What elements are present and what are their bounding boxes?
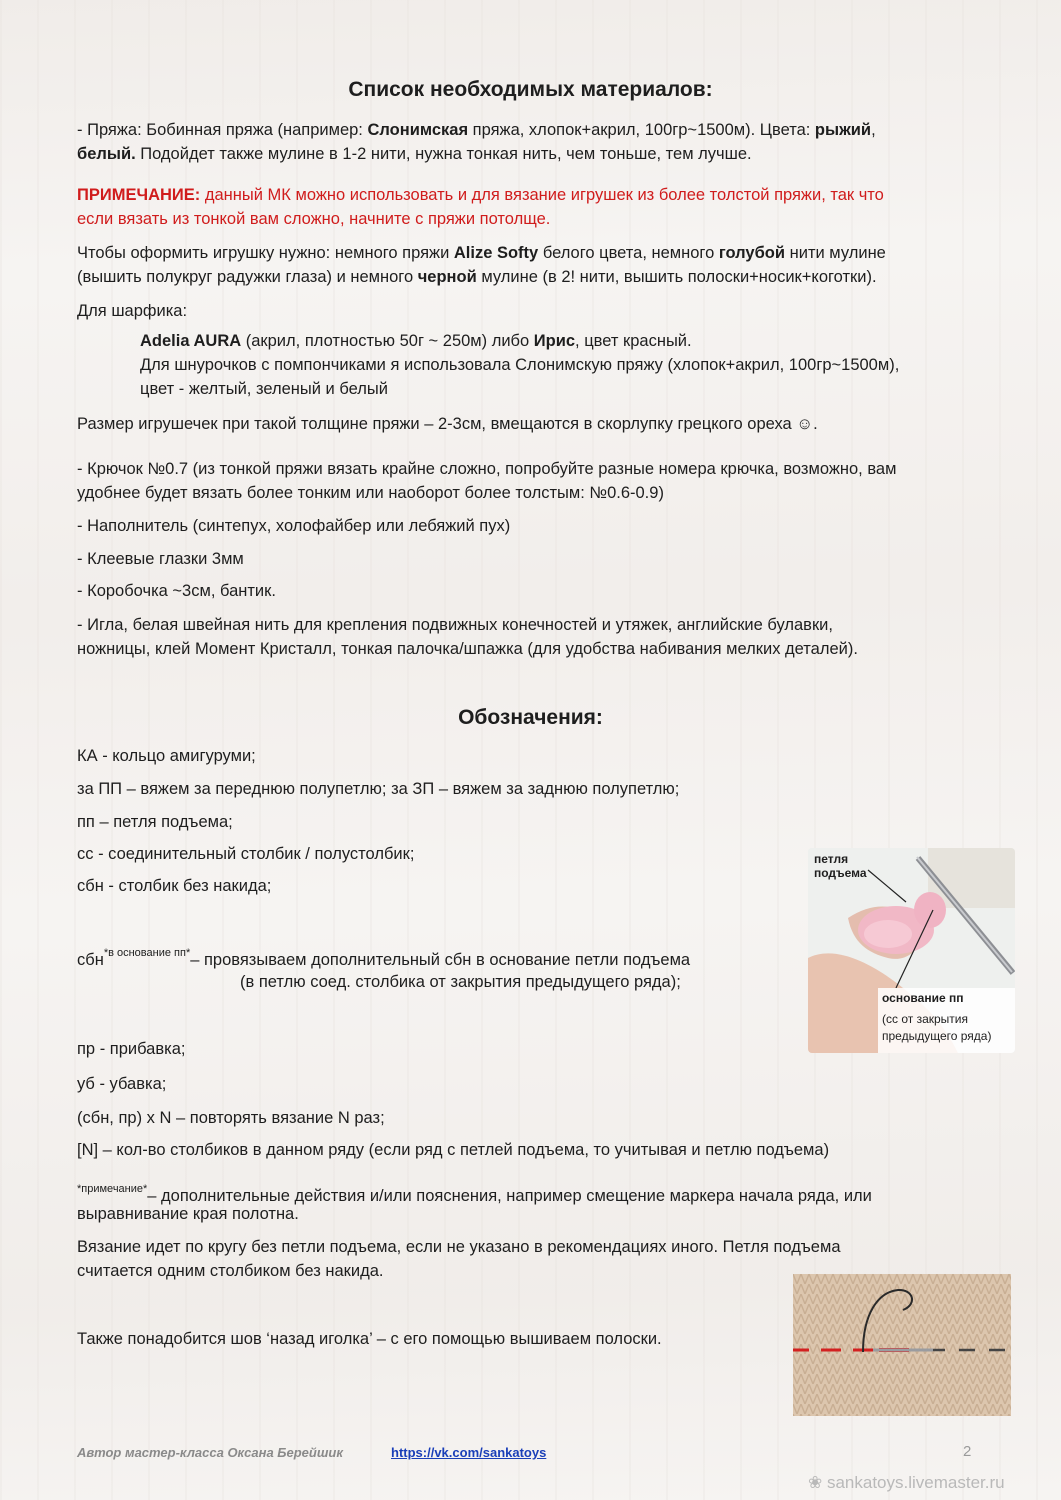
decor-color: черной bbox=[417, 268, 477, 286]
loop-label-line-1: петля bbox=[814, 852, 849, 866]
legend-ub: уб - убавка; bbox=[77, 1075, 167, 1093]
hook-line-1: - Крючок №0.7 (из тонкой пряжи вязать крайне сложно, попробуйте разные номера крючка, возможно, вам bbox=[77, 460, 897, 478]
decor-line-2 bbox=[77, 265, 877, 289]
decor-text: (вышить полукруг радужки глаза) и немного bbox=[77, 268, 418, 286]
materials-heading: Список необходимых материалов: bbox=[348, 78, 713, 101]
legend-count: [N] – кол-во столбиков в данном ряду (если ряд с петлей подъема, то учитывая и петлю подъема) bbox=[77, 1141, 830, 1159]
yarn-text: - Пряжа: Бобинная пряжа (например: bbox=[77, 121, 368, 139]
sbn-base-superscript: *в основание пп* bbox=[103, 947, 191, 959]
legend-ka: КА - кольцо амигуруми; bbox=[77, 747, 256, 765]
note-text: данный МК можно использовать и для вязание игрушек из более толстой пряжи, так что bbox=[200, 186, 884, 204]
watermark bbox=[808, 1473, 1005, 1493]
note-line-2: если вязать из тонкой вам сложно, начните с пряжи потолще. bbox=[77, 210, 551, 228]
watermark-text: sankatoys.livemaster.ru bbox=[826, 1473, 1005, 1492]
decor-text: нити мулине bbox=[785, 244, 886, 262]
stitch-line: Также понадобится шов ‘назад иголка’ – с его помощью вышиваем полоски. bbox=[77, 1330, 662, 1348]
note-label: ПРИМЕЧАНИЕ: bbox=[77, 186, 201, 204]
box-line: - Коробочка ~3см, бантик. bbox=[77, 582, 276, 600]
page-number: 2 bbox=[963, 1443, 972, 1460]
base-label-title: основание пп bbox=[882, 991, 964, 1005]
legend-sbn-base bbox=[77, 941, 690, 972]
scarf-brand: Adelia AURA bbox=[140, 332, 242, 350]
sbn-abbr: сбн bbox=[77, 951, 104, 969]
footer-author: Автор мастер-класса Оксана Берейшик bbox=[77, 1445, 343, 1460]
yarn-line-1 bbox=[77, 118, 876, 142]
eyes-line: - Клеевые глазки 3мм bbox=[77, 550, 244, 568]
legend-heading: Обозначения: bbox=[458, 706, 603, 729]
footer-link[interactable]: https://vk.com/sankatoys bbox=[391, 1445, 547, 1460]
back-stitch-photo bbox=[793, 1274, 1011, 1416]
legend-sbn: сбн - столбик без накида; bbox=[77, 877, 272, 895]
legend-zapp: за ПП – вяжем за переднюю полупетлю; за ЗП – вяжем за заднюю полупетлю; bbox=[77, 780, 680, 798]
primechanie-superscript: *примечание* bbox=[77, 1183, 148, 1195]
needle-line-1: - Игла, белая швейная нить для крепления подвижных конечностей и утяжек, английские булавки, bbox=[77, 616, 833, 634]
legend-repeat: (сбн, пр) х N – повторять вязание N раз; bbox=[77, 1109, 385, 1127]
decor-brand: Alize Softy bbox=[453, 244, 539, 262]
decor-text: Чтобы оформить игрушку нужно: немного пряжи bbox=[77, 244, 454, 262]
scarf-line-2: Для шнурочков с помпончиками я использовала Слонимскую пряжу (хлопок+акрил, 100гр~1500м), bbox=[140, 356, 900, 374]
sbn-base-text: – провязываем дополнительный сбн в основание петли подъема bbox=[190, 951, 691, 969]
legend-pp: пп – петля подъема; bbox=[77, 813, 233, 831]
flower-icon: ❀ bbox=[808, 1473, 827, 1492]
yarn-text: , bbox=[871, 121, 876, 139]
circle-line-1: Вязание идет по кругу без петли подъема, если не указано в рекомендациях иного. Петля подъема bbox=[77, 1238, 841, 1256]
scarf-text: , цвет красный. bbox=[575, 332, 692, 350]
size-line: Размер игрушечек при такой толщине пряжи – 2-3см, вмещаются в скорлупку грецкого ореха ☺. bbox=[77, 415, 818, 433]
yarn-text: Подойдет также мулине в 1-2 нити, нужна тонкая нить, чем тоньше, тем лучше. bbox=[135, 145, 752, 163]
yarn-text: пряжа, хлопок+акрил, 100гр~1500м). Цвета: bbox=[468, 121, 815, 139]
circle-line-2: считается одним столбиком без накида. bbox=[77, 1262, 384, 1280]
base-label-line-2: предыдущего ряда) bbox=[882, 1029, 992, 1043]
scarf-text: (акрил, плотностью 50г ~ 250м) либо bbox=[241, 332, 534, 350]
note-line-1 bbox=[77, 183, 884, 207]
legend-sbn-base-line-2: (в петлю соед. столбика от закрытия предыдущего ряда); bbox=[240, 973, 681, 991]
scarf-line-3: цвет - желтый, зеленый и белый bbox=[140, 380, 388, 398]
legend-ss: сс - соединительный столбик / полустолбик; bbox=[77, 845, 415, 863]
yarn-brand: Слонимская bbox=[367, 121, 469, 139]
yarn-color: рыжий bbox=[814, 121, 872, 139]
decor-color: голубой bbox=[718, 244, 786, 262]
base-label-line-1: (сс от закрытия bbox=[882, 1012, 968, 1026]
yarn-line-2 bbox=[77, 142, 752, 166]
loop-label-line-2: подъема bbox=[814, 866, 867, 880]
primechanie-text: – дополнительные действия и/или пояснения, например смещение маркера начала ряда, или bbox=[147, 1187, 872, 1205]
decor-text: белого цвета, немного bbox=[538, 244, 719, 262]
scarf-brand: Ирис bbox=[533, 332, 576, 350]
legend-primechanie-line-2: выравнивание края полотна. bbox=[77, 1205, 299, 1223]
needle-line-2: ножницы, клей Момент Кристалл, тонкая палочка/шпажка (для удобства набивания мелких деталей). bbox=[77, 640, 858, 658]
legend-pr: пр - прибавка; bbox=[77, 1040, 186, 1058]
yarn-color: белый. bbox=[77, 145, 136, 163]
scarf-line-1 bbox=[140, 329, 692, 353]
hook-line-2: удобнее будет вязать более тонким или наоборот более толстым: №0.6-0.9) bbox=[77, 484, 664, 502]
scarf-label: Для шарфика: bbox=[77, 302, 188, 320]
decor-text: мулине (в 2! нити, вышить полоски+носик+коготки). bbox=[476, 268, 877, 286]
decor-line-1 bbox=[77, 241, 886, 265]
loop-label bbox=[814, 852, 867, 880]
filler-line: - Наполнитель (синтепух, холофайбер или лебяжий пух) bbox=[77, 517, 511, 535]
back-stitch-drawing bbox=[793, 1274, 1011, 1416]
